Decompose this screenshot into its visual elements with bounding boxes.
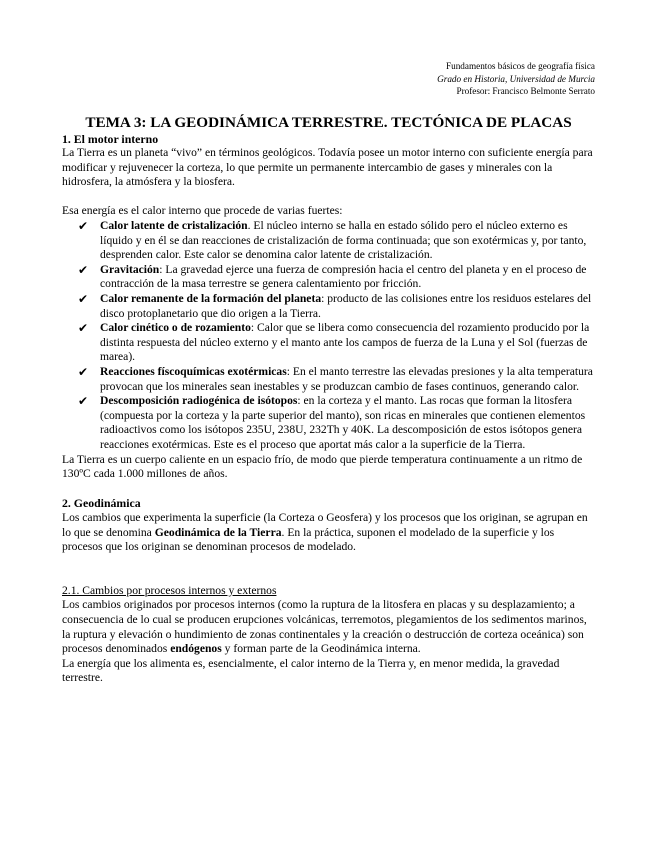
checkmark-icon: ✔ (78, 321, 89, 336)
document-header (62, 60, 595, 98)
section-1-heading: 1. El motor interno (62, 131, 159, 146)
checkmark-icon: ✔ (78, 219, 89, 234)
list-item: ✔ Calor remanente de la formación del planeta: producto de las colisiones entre los residuos estelares del disco protoplanetario que dio origen a la Tierra. (78, 292, 592, 320)
header-course: Fundamentos básicos de geografía física (446, 61, 595, 71)
section-2-1-heading: 2.1. Cambios por procesos internos y externos (62, 583, 277, 597)
list-item: ✔ Reacciones físcoquímicas exotérmicas: En el manto terrestre las elevadas presiones y la alta temperatura provocan que los minerales sean inestables y se produzcan cambio de fases continuos, generando calor. (78, 365, 593, 393)
list-item: ✔ Calor cinético o de rozamiento: Calor que se libera como consecuencia del rozamiento producido por la distinta respuesta del núcleo externo y el manto ante los campos de fuerza de la Luna y el Sol (fuerzas de marea). (78, 321, 590, 364)
list-item: ✔ Calor latente de cristalización. El núcleo interno se halla en estado sólido pero el núcleo externo es líquido y en él se dan reacciones de cristalización de forma continuada; que son exotérmicas y, por tanto, desprenden calor. Este calor se denomina calor latente de cristalización. (78, 219, 587, 262)
document-page (62, 60, 595, 686)
section-2-1-para-1: Los cambios originados por procesos internos (como la ruptura de la litosfera en placas y su desplazamiento; a consecuencia de lo cual se producen erupciones volcánicas, terremotos, plegamientos de los sedimentos marinos, la ruptura y elevación o hundimiento de zonas continentales y la creación o destrucción de corteza oceánica) son procesos denominados endógenos y forman parte de la Geodinámica interna. (62, 598, 587, 656)
section-2-1-para-2: La energía que los alimenta es, esencialmente, el calor interno de la Tierra y, en menor medida, la gravedad terrestre. (62, 656, 560, 685)
checkmark-icon: ✔ (78, 262, 89, 277)
section-1-para-2: Esa energía es el calor interno que procede de varias fuertes: (62, 204, 343, 218)
document-title: TEMA 3: LA GEODINÁMICA TERRESTRE. TECTÓNICA DE PLACAS (85, 113, 572, 131)
section-1-para-1: La Tierra es un planeta “vivo” en términos geológicos. Todavía posee un motor interno con suficiente energía para modificar y rejuvenecer la corteza, lo que permite un permanente intercambio de gases y minerales con la hidrosfera, la atmósfera y la biosfera. (62, 146, 593, 189)
list-item: ✔ Gravitación: La gravedad ejerce una fuerza de compresión hacia el centro del planeta y en el proceso de contracción de la masa terrestre se genera calentamiento por fricción. (78, 262, 587, 291)
section-1-para-3: La Tierra es un cuerpo caliente en un espacio frío, de modo que pierde temperatura continuamente a un ritmo de 130ºC cada 1.000 millones de años. (62, 452, 583, 481)
checkmark-icon: ✔ (78, 365, 89, 379)
header-professor: Profesor: Francisco Belmonte Serrato (456, 86, 595, 96)
header-degree: Grado en Historia, Universidad de Murcia (437, 73, 595, 84)
checkmark-icon: ✔ (78, 292, 89, 307)
section-2-heading: 2. Geodinámica (62, 496, 141, 511)
document-body (62, 132, 595, 686)
list-item: ✔ Descomposición radiogénica de isótopos: en la corteza y el manto. Las rocas que forman la litosfera (compuesta por la corteza y la parte superior del manto), son ricas en minerales que contienen elementos radioactivos como los isótopos 235U, 238U, 232Th y 40K. La descomposición de estos isótopos genera reacciones exotérmicas. Este es el proceso que aportat más calor a la superficie de la Tierra. (78, 394, 586, 451)
checkmark-icon: ✔ (78, 394, 89, 409)
heat-sources-list (62, 219, 595, 453)
section-2-para: Los cambios que experimenta la superficie (la Corteza o Geosfera) y los procesos que los originan, se agrupan en lo que se denomina Geodinámica de la Tierra. En la práctica, suponen el modelado de la superficie y los procesos que los originan se denominan procesos de modelado. (62, 510, 588, 554)
